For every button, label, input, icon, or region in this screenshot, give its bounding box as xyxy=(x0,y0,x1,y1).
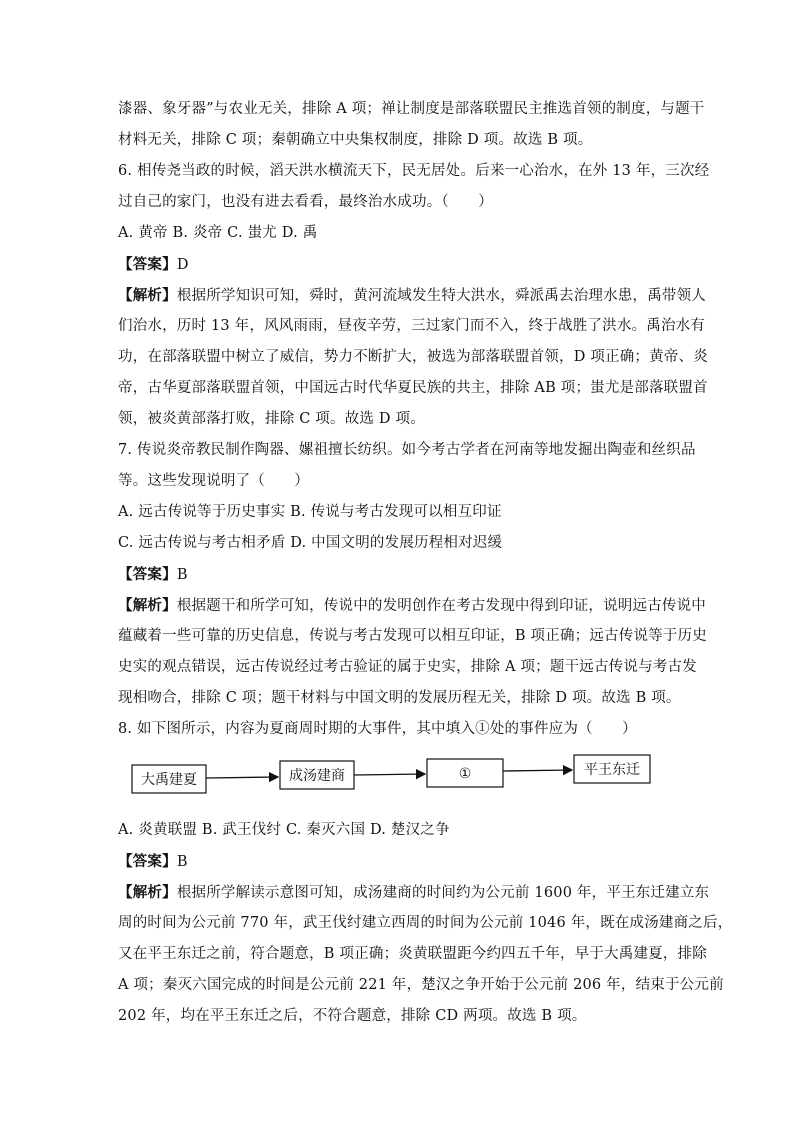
analysis-text: 根据所学知识可知，舜时，黄河流域发生特大洪水，舜派禹去治理水患，禹带领人 xyxy=(176,288,707,304)
q6-analysis-line-3: 功，在部落联盟中树立了威信，势力不断扩大，被选为部落联盟首领，D 项正确；黄帝、炎 xyxy=(118,349,708,365)
q7-options-line-2: C. 远古传说与考古相矛盾 D. 中国文明的发展历程相对迟缓 xyxy=(118,535,503,551)
q8-analysis-line-3: 又在平王东迁之前，符合题意，B 项正确；炎黄联盟距今约四五千年，早于大禹建夏，排除 xyxy=(118,946,707,962)
analysis-text: 根据题干和所学可知，传说中的发明创作在考古发现中得到印证，说明远古传说中 xyxy=(176,598,707,614)
q8-flow-diagram xyxy=(118,751,678,809)
q8-analysis-line-2: 周的时间为公元前 770 年，武王伐纣建立西周的时间为公元前 1046 年，既在成汤建商之后， xyxy=(118,915,733,931)
analysis-text: 根据所学解读示意图可知，成汤建商的时间约为公元前 1600 年，平王东迁建立东 xyxy=(176,885,710,901)
q8-answer xyxy=(118,846,678,877)
q8-analysis-line-1 xyxy=(118,877,710,908)
analysis-label: 【解析】 xyxy=(118,884,177,901)
q6-analysis-line-1 xyxy=(118,280,707,311)
analysis-label: 【解析】 xyxy=(118,597,177,614)
answer-label: 【答案】 xyxy=(118,566,177,583)
q7-options-line-1: A. 远古传说等于历史事实 B. 传说与考古发现可以相互印证 xyxy=(118,504,502,520)
document-page xyxy=(118,94,733,1032)
q7-analysis-line-1 xyxy=(118,590,707,621)
q6-analysis-line-4: 帝，古华夏部落联盟首领，中国远古时代华夏民族的共主，排除 AB 项；蚩尤是部落联盟首 xyxy=(118,380,708,396)
q8-stem: 8. 如下图所示，内容为夏商周时期的大事件，其中填入①处的事件应为（ ） xyxy=(118,721,637,737)
flow-diagram-svg xyxy=(118,751,678,809)
q7-stem-line-1: 7. 传说炎帝教民制作陶器、嫘祖擅长纺织。如今考古学者在河南等地发掘出陶壶和丝织品 xyxy=(118,442,696,458)
answer-value: B xyxy=(176,854,188,870)
flow-arrow-1 xyxy=(206,777,278,778)
q6-options: A. 黄帝 B. 炎帝 C. 蚩尤 D. 禹 xyxy=(118,225,318,241)
analysis-label: 【解析】 xyxy=(118,287,177,304)
q8-analysis-line-5: 202 年，均在平王东迁之后，不符合题意，排除 CD 两项。故选 B 项。 xyxy=(118,1008,587,1024)
q7-answer xyxy=(118,559,678,590)
intro-line-2: 材料无关，排除 C 项；秦朝确立中央集权制度，排除 D 项。故选 B 项。 xyxy=(118,132,593,148)
q8-analysis-line-4: A 项；秦灭六国完成的时间是公元前 221 年，楚汉之争开始于公元前 206 年，结束于公元前 xyxy=(118,977,724,993)
q6-analysis-line-5: 领，被炎黄部落打败，排除 C 项。故选 D 项。 xyxy=(118,411,425,427)
q7-analysis-line-3: 史实的观点错误，远古传说经过考古验证的属于史实，排除 A 项；题干远古传说与考古发 xyxy=(118,659,697,675)
q7-analysis-line-2: 蕴藏着一些可靠的历史信息，传说与考古发现可以相互印证，B 项正确；远古传说等于历史 xyxy=(118,628,707,644)
answer-label: 【答案】 xyxy=(118,256,177,273)
q7-stem-line-2: 等。这些发现说明了（ ） xyxy=(118,473,310,489)
flow-label-2: 成汤建商 xyxy=(289,768,345,784)
answer-value: B xyxy=(176,567,188,583)
flow-label-4: 平王东迁 xyxy=(584,762,640,778)
q7-analysis-line-4: 现相吻合，排除 C 项；题干材料与中国文明的发展历程无关，排除 D 项。故选 B 项。 xyxy=(118,690,681,706)
q6-analysis-line-2: 们治水，历时 13 年，风风雨雨，昼夜辛劳，三过家门而不入，终于战胜了洪水。禹治水有 xyxy=(118,318,706,334)
flow-label-1: 大禹建夏 xyxy=(141,772,197,788)
q6-answer xyxy=(118,249,678,280)
flow-label-3: ① xyxy=(458,766,472,782)
intro-line-1: 漆器、象牙器”与农业无关，排除 A 项；禅让制度是部落联盟民主推选首领的制度，与题干 xyxy=(118,101,705,117)
answer-label: 【答案】 xyxy=(118,853,177,870)
flow-arrow-2 xyxy=(354,774,425,775)
q6-stem-line-2: 过自己的家门，也没有进去看看，最终治水成功。（ ） xyxy=(118,194,493,210)
flow-arrow-3 xyxy=(503,770,572,771)
q6-stem-line-1: 6. 相传尧当政的时候，滔天洪水横流天下，民无居处。后来一心治水，在外 13 年，三次经 xyxy=(118,163,710,179)
answer-value: D xyxy=(176,257,189,273)
q8-options: A. 炎黄联盟 B. 武王伐纣 C. 秦灭六国 D. 楚汉之争 xyxy=(118,822,450,838)
